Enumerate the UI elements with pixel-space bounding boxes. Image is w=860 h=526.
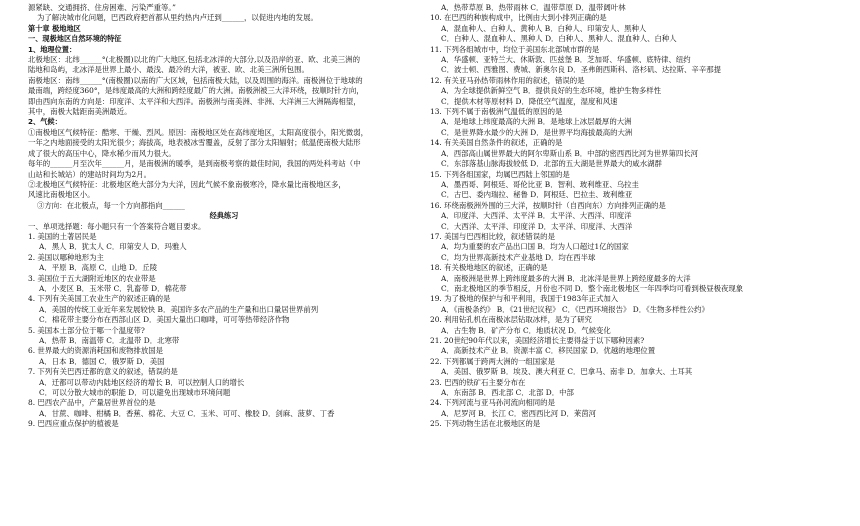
right-text-line: A．为全球提供新鲜空气 B．提供良好的生态环境，维护生物多样性 bbox=[441, 86, 662, 96]
left-text-line: 2、气候： bbox=[28, 117, 62, 127]
left-text-line: 9. 巴西应重点保护的植被是 bbox=[28, 419, 119, 429]
left-text-line: 经典练习 bbox=[209, 211, 239, 221]
right-text-line: 10. 在巴西的种族构成中，比例由大到小排列正确的是 bbox=[430, 13, 607, 23]
left-text-line: 最南端，跨经度360°，是纬度最高的大洲和跨经度最广的大洲。南极洲被三大洋环绕，按顺时针方向， bbox=[28, 86, 364, 96]
right-text-line: C．波士顿、西雅图、费城、新奥尔良 D．圣弗朗西斯科、洛杉矶、达拉斯、辛辛那提 bbox=[441, 65, 721, 75]
left-text-line: A．美国的传统工业近年来发展较快 B．美国许多农产品的生产量和出口量居世界前列 bbox=[39, 304, 319, 314]
left-text-line: 1、地理位置： bbox=[28, 44, 77, 54]
right-text-line: 17. 美国与巴西相比较，叙述错误的是 bbox=[430, 231, 555, 241]
right-text-line: 24. 下列河流与亚马孙河流向相同的是 bbox=[430, 398, 555, 408]
left-text-line: A．黑人 B．犹太人 C．印第安人 D．玛雅人 bbox=[39, 242, 187, 252]
left-text-line: 8. 巴西农产品中，产量居世界首位的是 bbox=[28, 398, 156, 408]
right-column bbox=[430, 3, 842, 430]
left-text-line: 山站和长城站）的建站时间均为2月。 bbox=[28, 169, 151, 179]
right-text-line: 13. 下列不属于南极洲气温低的原因的是 bbox=[430, 107, 563, 117]
left-text-line: 一、单项选择题：每小题只有一个答案符合题目要求。 bbox=[28, 221, 206, 231]
right-text-line: A．华盛顿、亚特兰大、休斯敦、匹兹堡 B．芝加哥、华盛顿、底特律、纽约 bbox=[441, 55, 691, 65]
left-text-line: 一年之内地面接受的太阳光很少；海拔高，地表被冰雪覆盖，反射了部分太阳辐射；低温使南极大陆形 bbox=[28, 138, 361, 148]
left-text-line: 陆地和岛屿，北冰洋是世界上最小、最浅、最冷的大洋，被亚、欧、北美三洲所包围。 bbox=[28, 65, 309, 75]
left-text-line: 北极地区：北纬______°(北极圈)以北的广大地区,包括北冰洋的大部分,以及沿岸的亚、欧、北美三洲的 bbox=[28, 55, 360, 65]
right-text-line: 11. 下列各组城市中，均位于美国东北部城市群的是 bbox=[430, 44, 600, 54]
right-text-line: 16. 环绕南极洲外围的三大洋，按顺时针（自西向东）方向排列正确的是 bbox=[430, 200, 666, 210]
left-text-line: 每年的______月至次年______月，是南极洲的暖季，是到南极考察的最佳时间，我国的两处科考站（中 bbox=[28, 159, 361, 169]
right-text-line: A．高新技术产业 B．资源丰富 C．移民国家 D．优越的地理位置 bbox=[441, 346, 656, 356]
left-text-line: C．可以分散大城市的职能 D．可以避免出现城市环境问题 bbox=[39, 388, 231, 398]
right-text-line: C．均为世界高新技术产业基地 D．均在西半球 bbox=[441, 252, 596, 262]
left-text-line: 即由西向东南的方向是：印度洋、太平洋和大西洋。南极洲与南美洲、非洲、大洋洲三大洲隔海相望， bbox=[28, 96, 361, 106]
right-text-line: 15. 下列各组国家，均属巴西陆上邻国的是 bbox=[430, 169, 570, 179]
right-text-line: C．南北极地区的季节相反，月份也不同 D．整个南北极地区一年四季均可看到极昼极夜现象 bbox=[441, 283, 744, 293]
left-text-line: 7. 下列有关巴西迁都的意义的叙述，错误的是 bbox=[28, 367, 178, 377]
left-text-line: 1. 美国的土著居民是 bbox=[28, 231, 97, 241]
left-text-line: C．棉花带主要分布在西部山区 D．美国大量出口咖啡，可可等热带经济作物 bbox=[39, 315, 290, 325]
right-text-line: A．美国、俄罗斯 B．埃及、澳大利亚 C．巴拿马、南非 D．加拿大、土耳其 bbox=[441, 367, 693, 377]
left-text-line: ③方向：在北极点，每一个方向都指向______ bbox=[37, 200, 185, 210]
left-text-line: 6. 世界最大的资源消耗国和废物排放国是 bbox=[28, 346, 164, 356]
left-text-line: 南极地区：南纬______°(南极圈)以南的广大区域，包括南极大陆，以及周围的海洋。南极洲位于地球的 bbox=[28, 75, 363, 85]
left-text-line: A．热带 B．南温带 C．北温带 D．北寒带 bbox=[39, 336, 180, 345]
left-text-line: A．迁都可以带动内陆地区经济的增长 B．可以控制人口的增长 bbox=[39, 377, 245, 387]
left-text-line: 成了很大的高压中心，降水稀少而风力很大。 bbox=[28, 148, 176, 158]
left-text-line: 一、现极地区自然环境的特征 bbox=[28, 34, 122, 44]
right-text-line: 19. 为了极地的保护与和平利用，我国于1983年正式加入 bbox=[430, 294, 619, 304]
right-text-line: C．白种人、混血种人、黑种人 D．白种人、黑种人、混血种人、白种人 bbox=[441, 34, 677, 44]
left-text-line: 风速比南极地区小。 bbox=[28, 190, 95, 200]
right-text-line: 12. 有关亚马孙热带雨林作用的叙述，错误的是 bbox=[430, 75, 585, 85]
right-text-line: A．是地球上纬度最高的大洲 B．是地球上冰层最厚的大洲 bbox=[441, 117, 632, 127]
right-text-line: A．墨西哥、阿根廷、哥伦比亚 B．智利、玻利维亚、乌拉圭 bbox=[441, 179, 639, 189]
right-text-line: A．印度洋、大西洋、太平洋 B．太平洋、大西洋、印度洋 bbox=[441, 211, 632, 221]
right-text-line: 21. 20世纪90年代以来，美国经济增长主要得益于以下哪种因素? bbox=[430, 336, 645, 345]
left-text-line: A．平原 B．高原 C．山地 D．丘陵 bbox=[39, 263, 158, 273]
right-text-line: 23. 巴西的铁矿石主要分布在 bbox=[430, 377, 526, 387]
right-text-line: A．热带草原 B．热带雨林 C．温带草原 D．温带阔叶林 bbox=[441, 3, 626, 12]
left-text-line: A．日本 B．德国 C．俄罗斯 D．美国 bbox=[39, 356, 165, 366]
right-text-line: 14. 有关美国自然条件的叙述，正确的是 bbox=[430, 138, 563, 148]
right-text-line: A．西部高山属世界最大的阿尔卑斯山系 B．中部的密西西比河为世界第四长河 bbox=[441, 148, 699, 158]
right-text-line: A．均为重要的农产品出口国 B．均为人口超过1亿的国家 bbox=[441, 242, 629, 252]
left-text-line: A．甘蔗、咖啡、柑橘 B．香蕉、棉花、大豆 C．玉米、可可、橡胶 D．剑麻、菠萝、丁香 bbox=[39, 408, 335, 418]
left-text-line: 其中，南极大陆距南美洲最近。 bbox=[28, 107, 132, 117]
right-text-line: A．《南极条约》 B．《21世纪议程》 C．《巴西环境报告》 D．《生物多样性公约》 bbox=[441, 304, 709, 314]
right-text-line: C．古巴、委内瑞拉、秘鲁 D．阿根廷、巴拉圭、玻利维亚 bbox=[441, 190, 633, 200]
right-text-line: A．古生物 B．矿产分布 C．地质状况 D．气候变化 bbox=[441, 325, 611, 335]
left-text-line: 4. 下列有关美国工农业生产的叙述正确的是 bbox=[28, 294, 171, 304]
right-text-line: C．大西洋、太平洋、印度洋 D．太平洋、印度洋、大西洋 bbox=[441, 221, 633, 231]
right-text-line: A．东南部 B．西北部 C．北部 D．中部 bbox=[441, 388, 574, 398]
left-column bbox=[28, 3, 420, 430]
right-text-line: 25. 下列动物生活在北极地区的是 bbox=[430, 419, 541, 429]
right-text-line: A．混血种人、白种人、黄种人 B．白种人、印第安人、黑种人 bbox=[441, 23, 647, 33]
left-text-line: 为了解决城市化问题，巴西政府把首都从里约热内卢迁到______，以促进内地的发展。 bbox=[37, 13, 318, 23]
right-text-line: C．东部落基山脉海拔较低 D．北部的五大湖是世界最大的咸水湖群 bbox=[441, 159, 662, 169]
right-text-line: C．提供木材等原材料 D．降低空气温度，湿度和风速 bbox=[441, 96, 618, 106]
left-text-line: 第十章 极地地区 bbox=[28, 23, 81, 33]
right-text-line: C．是世界降水最少的大洲 D．是世界平均海拔最高的大洲 bbox=[441, 127, 633, 137]
right-text-line: A．尼罗河 B．长江 C．密西西比河 D．莱茵河 bbox=[441, 408, 597, 418]
right-text-line: 20. 利用钻孔机在南极冰层钻取冰样，是为了研究 bbox=[430, 315, 592, 325]
left-text-line: A．小麦区 B．玉米带 C．乳畜带 D．棉花带 bbox=[39, 283, 187, 293]
right-text-line: A．南极洲是世界上跨纬度最多的大洲 B．北冰洋是世界上跨经度最多的大洋 bbox=[441, 273, 691, 283]
right-text-line: 18. 有关极地地区的叙述，正确的是 bbox=[430, 263, 548, 273]
left-text-line: 2. 美国以哪种地形为主 bbox=[28, 252, 104, 262]
left-text-line: 5. 美国本土部分位于哪一个温度带? bbox=[28, 325, 145, 335]
left-text-line: ①南极地区气候特征：酷寒、干燥、烈风。原因：南极地区处在高纬度地区，太阳高度很小，阳光微弱， bbox=[28, 127, 368, 137]
left-text-line: 3. 美国位于五大湖附近地区的农业带是 bbox=[28, 273, 156, 283]
left-text-line: 源紧缺、交通拥挤、住房困难、污染严重等。” bbox=[28, 3, 176, 12]
right-text-line: 22. 下列都属于跨两大洲的一组国家是 bbox=[430, 356, 555, 366]
left-text-line: ②北极地区气候特征：北极地区绝大部分为大洋，因此气候不象南极寒冷，降水量比南极地区多， bbox=[28, 179, 346, 189]
